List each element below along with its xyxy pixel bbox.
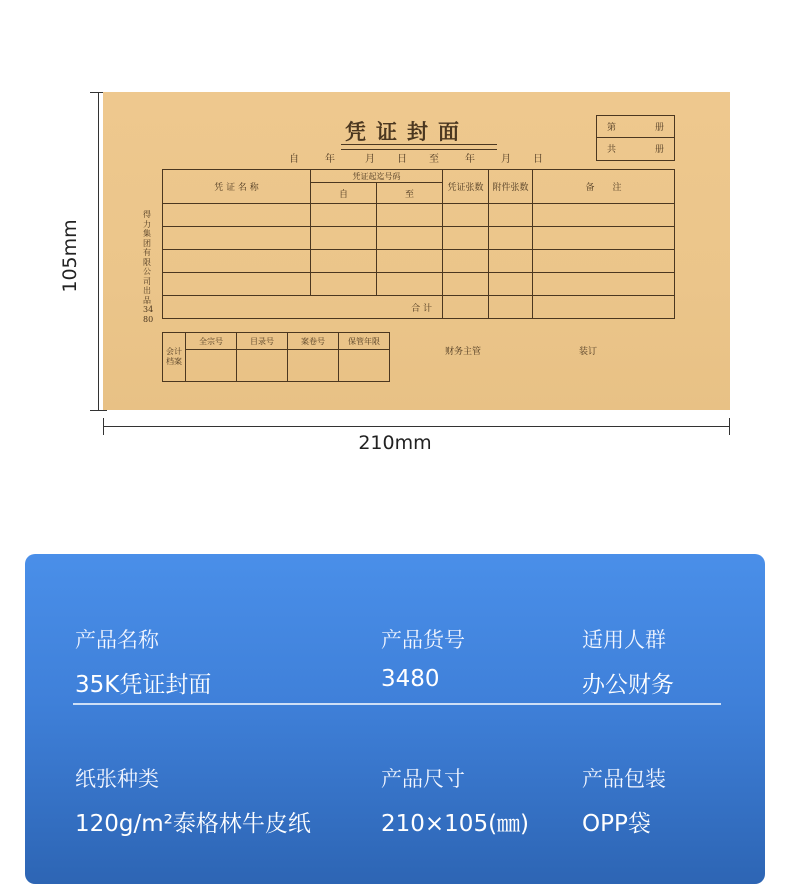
table-row (163, 273, 675, 296)
archive-field-catalog: 目录号 (237, 333, 288, 350)
table-row (163, 250, 675, 273)
volume-ce-2: 册 (654, 145, 664, 155)
spec-value: 35K凭证封面 (75, 672, 212, 698)
finance-manager-label: 财务主管 (445, 347, 482, 357)
spec-target-users (582, 624, 674, 699)
spec-value: OPP袋 (582, 811, 651, 837)
spec-packaging (582, 763, 666, 838)
spec-panel (25, 554, 765, 884)
spec-label: 产品尺寸 (381, 767, 465, 791)
date-from-label: 自 (289, 154, 299, 165)
spec-label: 产品货号 (381, 628, 465, 652)
width-dimension-label: 210mm (358, 432, 432, 454)
spec-size (381, 763, 529, 838)
volume-di: 第 (607, 123, 617, 133)
header-voucher-name: 凭 证 名 称 (163, 170, 311, 204)
spec-product-code (381, 624, 465, 692)
volume-box (596, 115, 675, 161)
spec-value: 210×105(㎜) (381, 811, 530, 837)
date-to-label: 至 (429, 154, 439, 165)
archive-field-retention: 保管年限 (339, 333, 390, 350)
archive-table (162, 332, 390, 382)
date-month-label: 月 (365, 154, 375, 165)
height-dimension-tick-bottom (90, 410, 107, 411)
spec-paper-type (75, 763, 311, 838)
volume-ce: 册 (654, 123, 664, 133)
spec-label: 纸张种类 (75, 767, 159, 791)
date-day-label-2: 日 (533, 154, 543, 165)
archive-label: 会计档案 (163, 333, 186, 382)
header-count: 凭证张数 (443, 170, 489, 204)
spec-label: 产品名称 (75, 628, 159, 652)
table-row (163, 227, 675, 250)
volume-gong: 共 (607, 145, 617, 155)
spec-label: 适用人群 (582, 628, 666, 652)
spec-label: 产品包装 (582, 767, 666, 791)
header-remark: 备 注 (533, 170, 675, 204)
archive-field-fonds: 全宗号 (186, 333, 237, 350)
header-from: 自 (311, 183, 377, 204)
width-dimension-line (103, 426, 729, 427)
date-year-label-2: 年 (465, 154, 475, 165)
binding-label: 装订 (579, 347, 598, 357)
date-year-label: 年 (325, 154, 335, 165)
height-dimension-line (98, 92, 99, 410)
archive-field-file: 案卷号 (288, 333, 339, 350)
spec-product-name (75, 624, 211, 699)
spec-value: 办公财务 (582, 672, 674, 698)
cover-title: 凭证封面 (345, 119, 469, 144)
total-row (163, 296, 675, 319)
spec-value: 120g/m²泰格林牛皮纸 (75, 811, 311, 837)
date-month-label-2: 月 (501, 154, 511, 165)
voucher-cover-image (103, 92, 730, 410)
header-range: 凭证起迄号码 (311, 170, 443, 183)
date-day-label: 日 (397, 154, 407, 165)
voucher-table (162, 169, 675, 319)
spec-value: 3480 (381, 666, 440, 692)
total-label: 合 计 (163, 296, 443, 319)
header-attachments: 附件张数 (489, 170, 533, 204)
side-imprint-text: 得力集团有限公司出品 3480 (143, 210, 154, 324)
header-to: 至 (377, 183, 443, 204)
spec-divider (73, 703, 721, 705)
table-row (163, 204, 675, 227)
